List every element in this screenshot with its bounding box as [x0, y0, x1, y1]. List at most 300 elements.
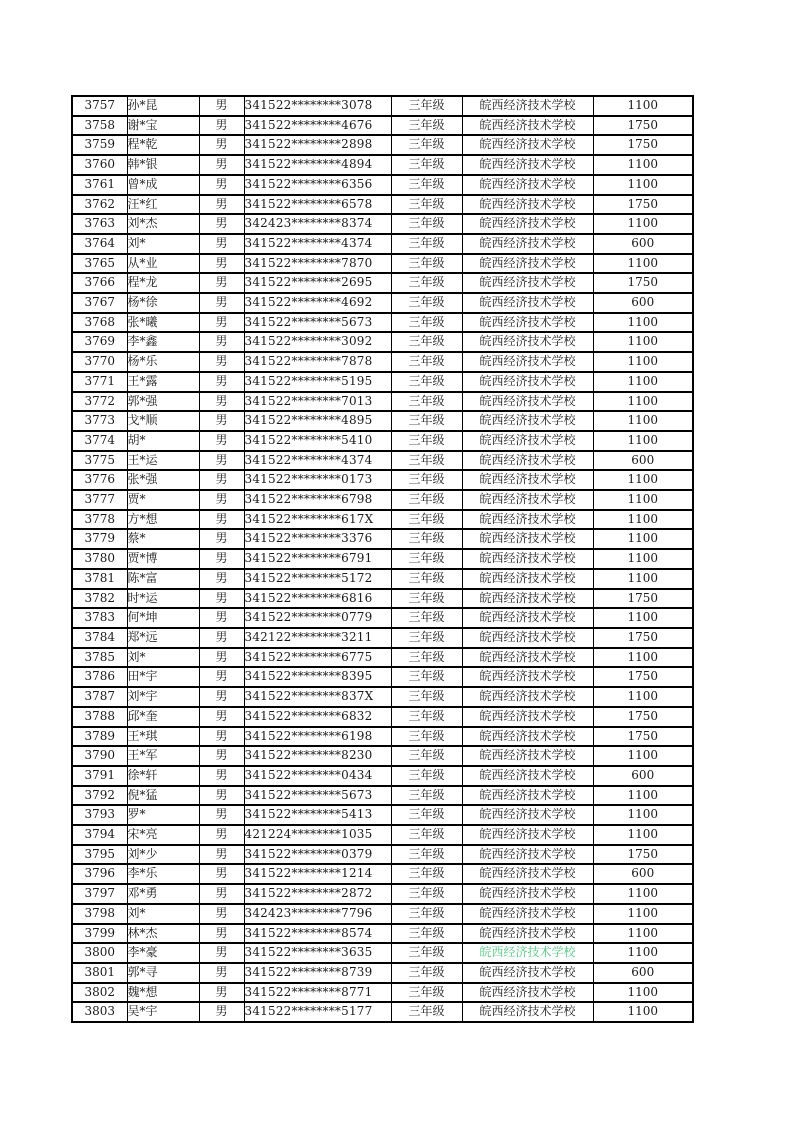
- cell-grade: 三年级: [391, 746, 462, 766]
- cell-name: 陈*富: [127, 569, 199, 589]
- cell-gender: 男: [199, 904, 244, 924]
- table-row: [72, 135, 693, 155]
- cell-name: 郭*寻: [127, 963, 199, 983]
- table-row: [72, 214, 693, 234]
- cell-grade: 三年级: [391, 707, 462, 727]
- cell-amount: 1750: [593, 589, 693, 609]
- cell-no: 3768: [72, 313, 127, 333]
- cell-school: 皖西经济技术学校: [462, 293, 593, 313]
- cell-grade: 三年级: [391, 983, 462, 1003]
- cell-gender: 男: [199, 116, 244, 136]
- cell-name: 贾*博: [127, 549, 199, 569]
- cell-no: 3765: [72, 254, 127, 274]
- cell-no: 3794: [72, 825, 127, 845]
- cell-id_number: 341522********4676: [244, 116, 391, 136]
- cell-amount: 1750: [593, 845, 693, 865]
- cell-no: 3779: [72, 529, 127, 549]
- cell-gender: 男: [199, 884, 244, 904]
- cell-school: 皖西经济技术学校: [462, 175, 593, 195]
- cell-grade: 三年级: [391, 510, 462, 530]
- cell-name: 程*乾: [127, 135, 199, 155]
- cell-gender: 男: [199, 293, 244, 313]
- cell-school: 皖西经济技术学校: [462, 628, 593, 648]
- cell-school: 皖西经济技术学校: [462, 864, 593, 884]
- cell-id_number: 341522********5673: [244, 786, 391, 806]
- cell-no: 3775: [72, 451, 127, 471]
- table-row: [72, 687, 693, 707]
- cell-gender: 男: [199, 392, 244, 412]
- table-row: [72, 727, 693, 747]
- table-row: [72, 510, 693, 530]
- cell-gender: 男: [199, 549, 244, 569]
- cell-gender: 男: [199, 510, 244, 530]
- cell-gender: 男: [199, 1002, 244, 1022]
- cell-school: 皖西经济技术学校: [462, 96, 593, 116]
- cell-id_number: 341522********6578: [244, 195, 391, 215]
- cell-id_number: 341522********6798: [244, 490, 391, 510]
- table-row: [72, 786, 693, 806]
- cell-grade: 三年级: [391, 214, 462, 234]
- cell-id_number: 341522********5410: [244, 431, 391, 451]
- cell-gender: 男: [199, 96, 244, 116]
- cell-grade: 三年级: [391, 667, 462, 687]
- cell-no: 3790: [72, 746, 127, 766]
- cell-amount: 1100: [593, 175, 693, 195]
- cell-id_number: 341522********8230: [244, 746, 391, 766]
- cell-id_number: 341522********6356: [244, 175, 391, 195]
- cell-name: 何*坤: [127, 608, 199, 628]
- cell-grade: 三年级: [391, 805, 462, 825]
- table-row: [72, 155, 693, 175]
- table-row: [72, 1002, 693, 1022]
- cell-no: 3780: [72, 549, 127, 569]
- cell-gender: 男: [199, 963, 244, 983]
- cell-id_number: 341522********2898: [244, 135, 391, 155]
- cell-amount: 1100: [593, 904, 693, 924]
- cell-school: 皖西经济技术学校: [462, 411, 593, 431]
- cell-id_number: 341522********7870: [244, 254, 391, 274]
- cell-grade: 三年级: [391, 766, 462, 786]
- cell-amount: 1750: [593, 727, 693, 747]
- cell-grade: 三年级: [391, 96, 462, 116]
- table-row: [72, 845, 693, 865]
- cell-name: 魏*想: [127, 983, 199, 1003]
- cell-name: 郑*远: [127, 628, 199, 648]
- cell-grade: 三年级: [391, 254, 462, 274]
- cell-school: 皖西经济技术学校: [462, 924, 593, 944]
- cell-gender: 男: [199, 234, 244, 254]
- cell-grade: 三年级: [391, 628, 462, 648]
- cell-name: 曾*成: [127, 175, 199, 195]
- table-row: [72, 924, 693, 944]
- cell-name: 王*军: [127, 746, 199, 766]
- cell-no: 3791: [72, 766, 127, 786]
- cell-amount: 1750: [593, 707, 693, 727]
- cell-gender: 男: [199, 825, 244, 845]
- cell-school: 皖西经济技术学校: [462, 569, 593, 589]
- cell-amount: 600: [593, 963, 693, 983]
- cell-no: 3800: [72, 943, 127, 963]
- table-row: [72, 490, 693, 510]
- cell-name: 李*鑫: [127, 332, 199, 352]
- cell-id_number: 341522********6816: [244, 589, 391, 609]
- cell-gender: 男: [199, 983, 244, 1003]
- cell-no: 3787: [72, 687, 127, 707]
- table-row: [72, 648, 693, 668]
- cell-gender: 男: [199, 372, 244, 392]
- cell-id_number: 341522********5195: [244, 372, 391, 392]
- cell-no: 3757: [72, 96, 127, 116]
- cell-name: 刘*杰: [127, 214, 199, 234]
- table-row: [72, 943, 693, 963]
- cell-id_number: 341522********3092: [244, 332, 391, 352]
- cell-school: 皖西经济技术学校: [462, 116, 593, 136]
- cell-grade: 三年级: [391, 943, 462, 963]
- cell-gender: 男: [199, 943, 244, 963]
- cell-amount: 1100: [593, 1002, 693, 1022]
- table-row: [72, 589, 693, 609]
- cell-no: 3803: [72, 1002, 127, 1022]
- cell-gender: 男: [199, 766, 244, 786]
- cell-amount: 1100: [593, 431, 693, 451]
- cell-school: 皖西经济技术学校: [462, 707, 593, 727]
- cell-id_number: 341522********8771: [244, 983, 391, 1003]
- cell-gender: 男: [199, 352, 244, 372]
- cell-no: 3774: [72, 431, 127, 451]
- cell-id_number: 342122********3211: [244, 628, 391, 648]
- cell-no: 3776: [72, 470, 127, 490]
- table-row: [72, 529, 693, 549]
- table-row: [72, 411, 693, 431]
- cell-grade: 三年级: [391, 372, 462, 392]
- cell-no: 3766: [72, 273, 127, 293]
- cell-no: 3792: [72, 786, 127, 806]
- cell-id_number: 341522********8739: [244, 963, 391, 983]
- cell-no: 3801: [72, 963, 127, 983]
- cell-id_number: 341522********3376: [244, 529, 391, 549]
- table-row: [72, 983, 693, 1003]
- cell-no: 3762: [72, 195, 127, 215]
- cell-id_number: 341522********7013: [244, 392, 391, 412]
- cell-id_number: 341522********1214: [244, 864, 391, 884]
- cell-id_number: 341522********0434: [244, 766, 391, 786]
- cell-grade: 三年级: [391, 293, 462, 313]
- cell-grade: 三年级: [391, 963, 462, 983]
- cell-amount: 1100: [593, 786, 693, 806]
- cell-no: 3763: [72, 214, 127, 234]
- cell-amount: 1750: [593, 135, 693, 155]
- cell-no: 3783: [72, 608, 127, 628]
- cell-school: 皖西经济技术学校: [462, 746, 593, 766]
- cell-school: 皖西经济技术学校: [462, 727, 593, 747]
- cell-amount: 1100: [593, 924, 693, 944]
- cell-amount: 1100: [593, 411, 693, 431]
- cell-grade: 三年级: [391, 313, 462, 333]
- cell-school: 皖西经济技术学校: [462, 135, 593, 155]
- cell-grade: 三年级: [391, 234, 462, 254]
- cell-gender: 男: [199, 273, 244, 293]
- cell-name: 吴*宇: [127, 1002, 199, 1022]
- cell-gender: 男: [199, 470, 244, 490]
- table-row: [72, 746, 693, 766]
- cell-name: 时*运: [127, 589, 199, 609]
- table-row: [72, 431, 693, 451]
- cell-gender: 男: [199, 313, 244, 333]
- cell-school: 皖西经济技术学校: [462, 608, 593, 628]
- cell-name: 孙*昆: [127, 96, 199, 116]
- cell-no: 3798: [72, 904, 127, 924]
- cell-grade: 三年级: [391, 825, 462, 845]
- table-row: [72, 96, 693, 116]
- cell-amount: 1100: [593, 884, 693, 904]
- cell-name: 从*业: [127, 254, 199, 274]
- cell-gender: 男: [199, 707, 244, 727]
- cell-id_number: 341522********0779: [244, 608, 391, 628]
- table-row: [72, 116, 693, 136]
- cell-name: 邓*勇: [127, 884, 199, 904]
- cell-no: 3781: [72, 569, 127, 589]
- cell-name: 王*运: [127, 451, 199, 471]
- cell-gender: 男: [199, 864, 244, 884]
- cell-name: 韩*银: [127, 155, 199, 175]
- cell-name: 邱*奎: [127, 707, 199, 727]
- cell-grade: 三年级: [391, 411, 462, 431]
- cell-grade: 三年级: [391, 195, 462, 215]
- cell-amount: 1750: [593, 628, 693, 648]
- cell-name: 李*豪: [127, 943, 199, 963]
- table-row: [72, 313, 693, 333]
- cell-grade: 三年级: [391, 352, 462, 372]
- cell-school: 皖西经济技术学校: [462, 195, 593, 215]
- cell-name: 王*露: [127, 372, 199, 392]
- cell-grade: 三年级: [391, 845, 462, 865]
- cell-no: 3785: [72, 648, 127, 668]
- cell-id_number: 341522********0379: [244, 845, 391, 865]
- table-row: [72, 372, 693, 392]
- table-row: [72, 352, 693, 372]
- cell-no: 3786: [72, 667, 127, 687]
- cell-id_number: 341522********6775: [244, 648, 391, 668]
- cell-no: 3769: [72, 332, 127, 352]
- cell-school: 皖西经济技术学校: [462, 687, 593, 707]
- cell-gender: 男: [199, 924, 244, 944]
- cell-id_number: 421224********1035: [244, 825, 391, 845]
- cell-amount: 1100: [593, 490, 693, 510]
- cell-id_number: 341522********6832: [244, 707, 391, 727]
- cell-school: 皖西经济技术学校: [462, 825, 593, 845]
- cell-id_number: 341522********5673: [244, 313, 391, 333]
- cell-id_number: 341522********3635: [244, 943, 391, 963]
- cell-gender: 男: [199, 569, 244, 589]
- cell-amount: 600: [593, 864, 693, 884]
- table-row: [72, 332, 693, 352]
- cell-grade: 三年级: [391, 608, 462, 628]
- cell-no: 3777: [72, 490, 127, 510]
- cell-no: 3796: [72, 864, 127, 884]
- cell-gender: 男: [199, 845, 244, 865]
- cell-amount: 1100: [593, 155, 693, 175]
- cell-name: 郭*强: [127, 392, 199, 412]
- cell-grade: 三年级: [391, 451, 462, 471]
- table-row: [72, 884, 693, 904]
- cell-no: 3782: [72, 589, 127, 609]
- cell-gender: 男: [199, 431, 244, 451]
- cell-grade: 三年级: [391, 924, 462, 944]
- cell-name: 刘*: [127, 234, 199, 254]
- cell-amount: 1100: [593, 746, 693, 766]
- cell-amount: 1100: [593, 549, 693, 569]
- cell-amount: 1100: [593, 648, 693, 668]
- cell-amount: 1100: [593, 983, 693, 1003]
- table-row: [72, 451, 693, 471]
- cell-name: 程*龙: [127, 273, 199, 293]
- table-body: [72, 96, 693, 1022]
- cell-school: 皖西经济技术学校: [462, 1002, 593, 1022]
- cell-amount: 1100: [593, 96, 693, 116]
- cell-grade: 三年级: [391, 786, 462, 806]
- cell-gender: 男: [199, 529, 244, 549]
- cell-id_number: 341522********5413: [244, 805, 391, 825]
- cell-gender: 男: [199, 332, 244, 352]
- cell-id_number: 341522********4374: [244, 234, 391, 254]
- cell-no: 3778: [72, 510, 127, 530]
- cell-gender: 男: [199, 135, 244, 155]
- cell-school: 皖西经济技术学校: [462, 805, 593, 825]
- cell-grade: 三年级: [391, 431, 462, 451]
- cell-school: 皖西经济技术学校: [462, 313, 593, 333]
- cell-school: 皖西经济技术学校: [462, 470, 593, 490]
- table-row: [72, 569, 693, 589]
- student-subsidy-table: [71, 95, 694, 1023]
- table-row: [72, 805, 693, 825]
- cell-school: 皖西经济技术学校: [462, 786, 593, 806]
- cell-school: 皖西经济技术学校: [462, 667, 593, 687]
- cell-no: 3799: [72, 924, 127, 944]
- cell-name: 田*宇: [127, 667, 199, 687]
- cell-id_number: 341522********617X: [244, 510, 391, 530]
- cell-gender: 男: [199, 667, 244, 687]
- cell-gender: 男: [199, 746, 244, 766]
- table-row: [72, 195, 693, 215]
- cell-grade: 三年级: [391, 116, 462, 136]
- cell-amount: 600: [593, 293, 693, 313]
- cell-school: 皖西经济技术学校: [462, 431, 593, 451]
- cell-grade: 三年级: [391, 687, 462, 707]
- cell-grade: 三年级: [391, 549, 462, 569]
- cell-name: 徐*轩: [127, 766, 199, 786]
- cell-id_number: 341522********6198: [244, 727, 391, 747]
- cell-no: 3793: [72, 805, 127, 825]
- cell-gender: 男: [199, 451, 244, 471]
- cell-amount: 1750: [593, 195, 693, 215]
- cell-amount: 1100: [593, 470, 693, 490]
- table-row: [72, 273, 693, 293]
- cell-name: 杨*徐: [127, 293, 199, 313]
- cell-id_number: 341522********2695: [244, 273, 391, 293]
- cell-school: 皖西经济技术学校: [462, 648, 593, 668]
- cell-gender: 男: [199, 687, 244, 707]
- table-row: [72, 667, 693, 687]
- cell-no: 3764: [72, 234, 127, 254]
- cell-grade: 三年级: [391, 884, 462, 904]
- cell-id_number: 341522********5177: [244, 1002, 391, 1022]
- cell-grade: 三年级: [391, 135, 462, 155]
- cell-amount: 1100: [593, 805, 693, 825]
- cell-amount: 600: [593, 234, 693, 254]
- cell-amount: 1100: [593, 392, 693, 412]
- cell-gender: 男: [199, 254, 244, 274]
- table-row: [72, 864, 693, 884]
- cell-school: 皖西经济技术学校: [462, 529, 593, 549]
- table-row: [72, 904, 693, 924]
- table-row: [72, 963, 693, 983]
- table-row: [72, 392, 693, 412]
- cell-school: 皖西经济技术学校: [462, 845, 593, 865]
- cell-school: 皖西经济技术学校: [462, 392, 593, 412]
- cell-amount: 1100: [593, 510, 693, 530]
- cell-name: 刘*: [127, 904, 199, 924]
- cell-name: 贾*: [127, 490, 199, 510]
- cell-id_number: 341522********4894: [244, 155, 391, 175]
- cell-id_number: 341522********4692: [244, 293, 391, 313]
- cell-name: 张*强: [127, 470, 199, 490]
- cell-no: 3789: [72, 727, 127, 747]
- cell-school: 皖西经济技术学校: [462, 234, 593, 254]
- table-row: [72, 766, 693, 786]
- cell-gender: 男: [199, 608, 244, 628]
- table-row: [72, 608, 693, 628]
- cell-no: 3771: [72, 372, 127, 392]
- table-row: [72, 628, 693, 648]
- cell-gender: 男: [199, 805, 244, 825]
- cell-amount: 1750: [593, 116, 693, 136]
- cell-no: 3802: [72, 983, 127, 1003]
- cell-no: 3761: [72, 175, 127, 195]
- cell-school: 皖西经济技术学校: [462, 549, 593, 569]
- cell-school: 皖西经济技术学校: [462, 372, 593, 392]
- cell-amount: 1100: [593, 372, 693, 392]
- cell-school: 皖西经济技术学校: [462, 490, 593, 510]
- cell-name: 汪*红: [127, 195, 199, 215]
- cell-no: 3759: [72, 135, 127, 155]
- cell-id_number: 342423********8374: [244, 214, 391, 234]
- cell-school: 皖西经济技术学校: [462, 451, 593, 471]
- cell-amount: 1100: [593, 943, 693, 963]
- cell-school: 皖西经济技术学校: [462, 963, 593, 983]
- cell-gender: 男: [199, 490, 244, 510]
- cell-grade: 三年级: [391, 1002, 462, 1022]
- cell-amount: 1100: [593, 313, 693, 333]
- cell-amount: 600: [593, 451, 693, 471]
- cell-no: 3770: [72, 352, 127, 372]
- table-row: [72, 825, 693, 845]
- cell-grade: 三年级: [391, 490, 462, 510]
- cell-school: 皖西经济技术学校: [462, 214, 593, 234]
- cell-name: 刘*少: [127, 845, 199, 865]
- cell-name: 杨*乐: [127, 352, 199, 372]
- cell-no: 3758: [72, 116, 127, 136]
- cell-grade: 三年级: [391, 648, 462, 668]
- cell-no: 3784: [72, 628, 127, 648]
- cell-grade: 三年级: [391, 529, 462, 549]
- cell-id_number: 341522********8574: [244, 924, 391, 944]
- cell-grade: 三年级: [391, 470, 462, 490]
- cell-name: 李*乐: [127, 864, 199, 884]
- cell-school: 皖西经济技术学校: [462, 352, 593, 372]
- cell-name: 胡*: [127, 431, 199, 451]
- cell-name: 张*曦: [127, 313, 199, 333]
- cell-gender: 男: [199, 589, 244, 609]
